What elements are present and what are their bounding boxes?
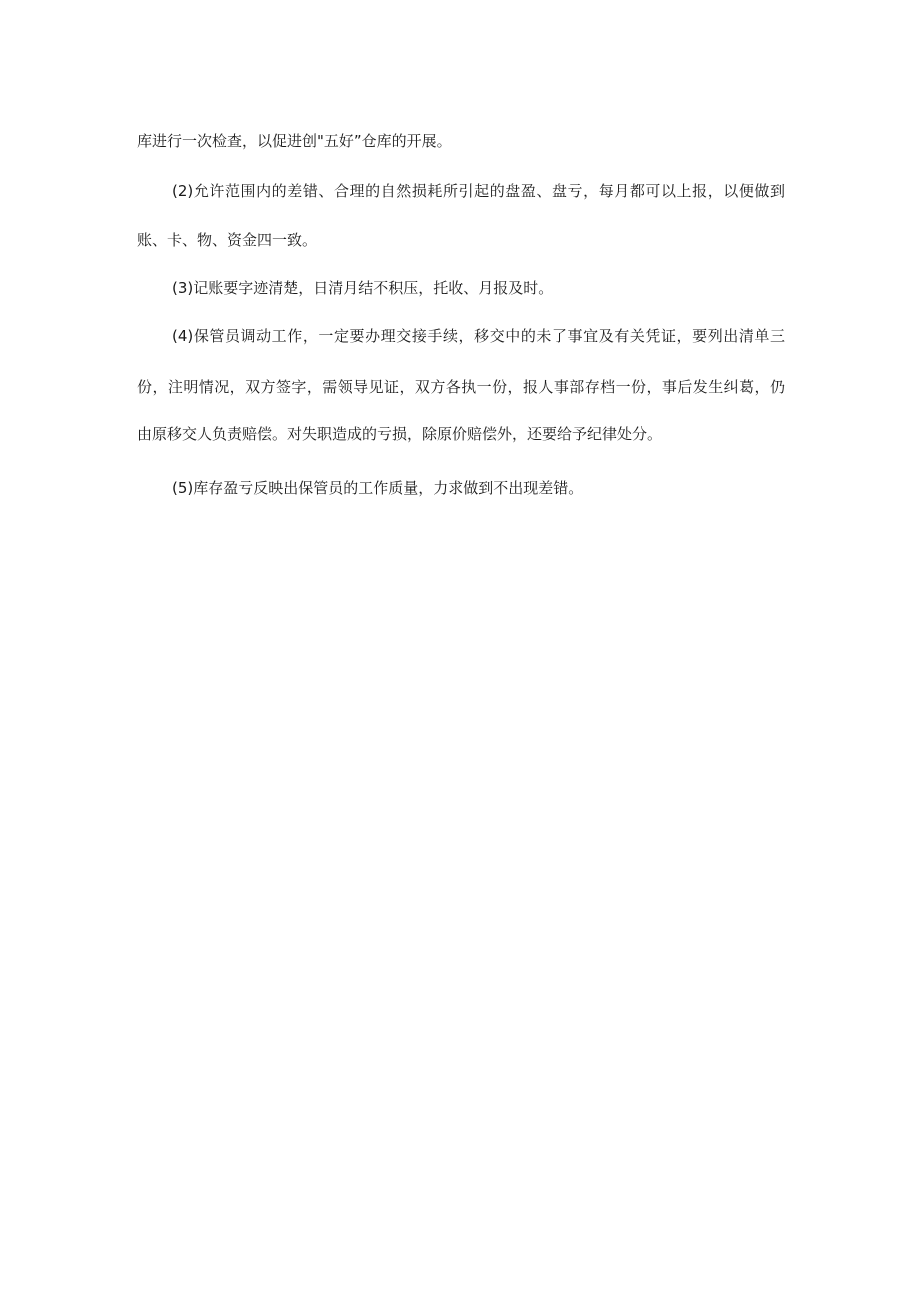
text-line: (5)库存盈亏反映出保管员的工作质量，力求做到不出现差错。 — [172, 479, 584, 497]
text-line: (4)保管员调动工作，一定要办理交接手续，移交中的未了事宜及有关凭证，要列出清单三 — [172, 327, 785, 345]
text-line: 份，注明情况，双方签字，需领导见证，双方各执一份，报人事部存档一份，事后发生纠葛，仍 — [137, 378, 785, 396]
text-line: 账、卡、物、资金四一致。 — [137, 231, 318, 249]
text-line: (3)记账要字迹清楚，日清月结不积压，托收、月报及时。 — [172, 279, 554, 297]
text-line: 由原移交人负责赔偿。对失职造成的亏损，除原价赔偿外，还要给予纪律处分。 — [137, 425, 663, 443]
text-line: 库进行一次检查，以促进创"五好”仓库的开展。 — [137, 132, 452, 150]
text-line: (2)允许范围内的差错、合理的自然损耗所引起的盘盈、盘亏，每月都可以上报，以便做到 — [172, 182, 785, 200]
